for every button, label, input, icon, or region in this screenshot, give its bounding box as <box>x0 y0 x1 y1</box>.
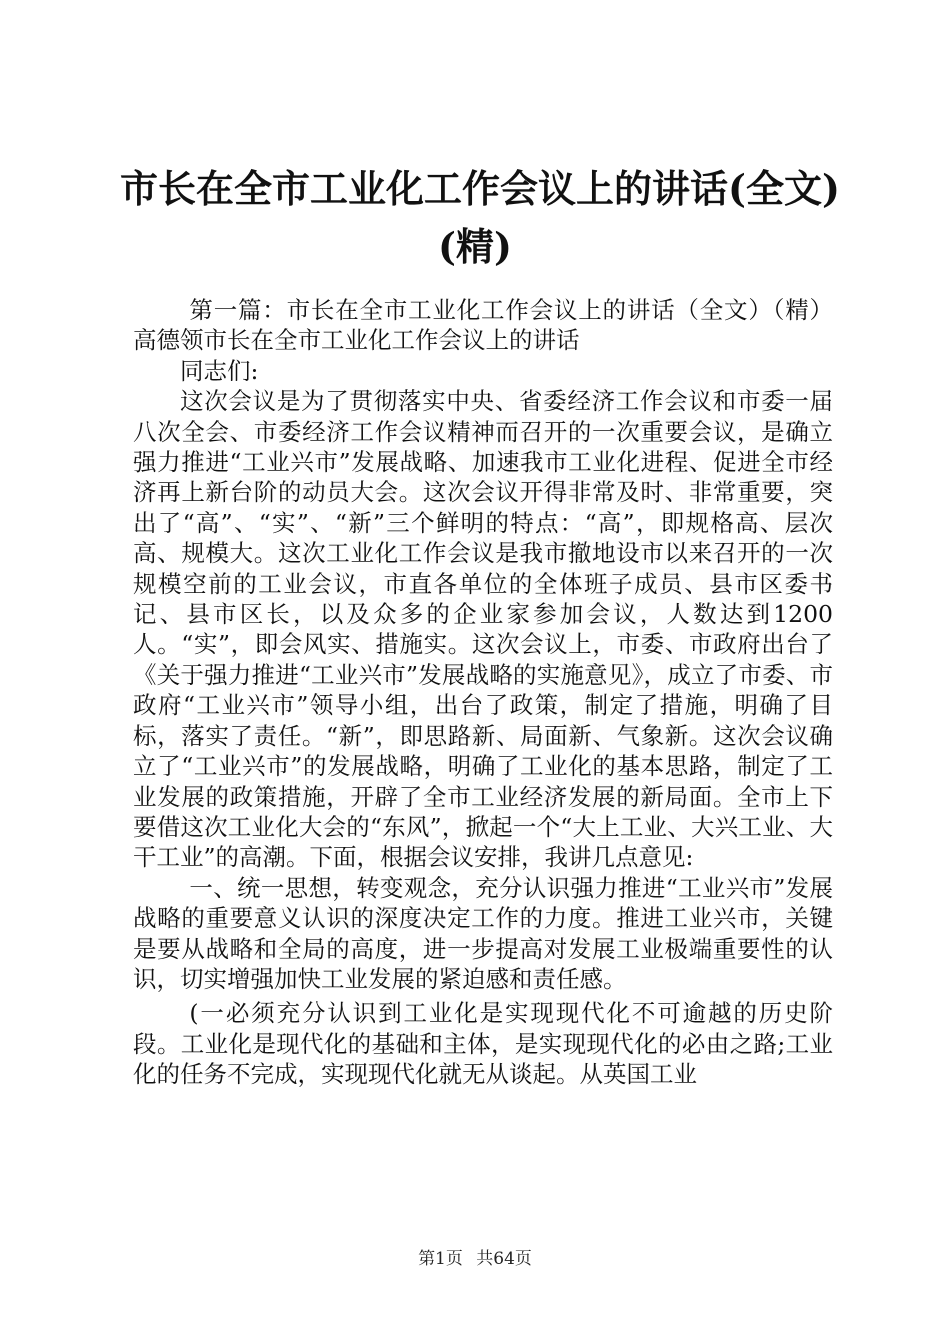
paragraph-section-one: 一、统一思想，转变观念，充分认识强力推进“工业兴市”发展战略的重要意义认识的深度决定工作的力度。推进工业兴市，关键是要从战略和全局的高度，进一步提高对发展工业极端重要性的认识，切实增强加快工业发展的紧迫感和责任感。 <box>133 873 833 993</box>
document-body <box>133 295 833 1090</box>
page-footer <box>0 1244 950 1269</box>
page-number: 第1页 <box>418 1249 463 1269</box>
paragraph-opening: 这次会议是为了贯彻落实中央、省委经济工作会议和市委一届八次全会、市委经济工作会议精神而召开的一次重要会议，是确立强力推进“工业兴市”发展战略、加速我市工业化进程、促进全市经济再上新台阶的动员大会。这次会议开得非常及时、非常重要，突出了“高”、“实”、“新”三个鲜明的特点：“高”，即规格高、层次高、规模大。这次工业化工作会议是我市撤地设市以来召开的一次规模空前的工业会议，市直各单位的全体班子成员、县市区委书记、县市区长，以及众多的企业家参加会议，人数达到1200人。“实”，即会风实、措施实。这次会议上，市委、市政府出台了《关于强力推进“工业兴市”发展战略的实施意见》，成立了市委、市政府“工业兴市”领导小组，出台了政策，制定了措施，明确了目标，落实了责任。“新”，即思路新、局面新、气象新。这次会议确立了“工业兴市”的发展战略，明确了工业化的基本思路，制定了工业发展的政策措施，开辟了全市工业经济发展的新局面。全市上下要借这次工业化大会的“东风”，掀起一个“大上工业、大兴工业、大干工业”的高潮。下面，根据会议安排，我讲几点意见: <box>133 387 833 872</box>
title-line-2: (精) <box>438 224 512 269</box>
paragraph-salutation: 同志们: <box>180 356 259 385</box>
paragraph-subsection-one: (一必须充分认识到工业化是实现现代化不可逾越的历史阶段。工业化是现代化的基础和主体，是实现现代化的必由之路;工业化的任务不完成，实现现代化就无从谈起。从英国工业 <box>133 999 833 1089</box>
paragraph-intro: 第一篇：市长在全市工业化工作会议上的讲话（全文）（精）高德领市长在全市工业化工作会议上的讲话 <box>133 296 833 355</box>
document-title <box>120 160 840 276</box>
title-line-1: 市长在全市工业化工作会议上的讲话(全文) <box>120 166 840 211</box>
page-total: 共64页 <box>476 1249 532 1269</box>
